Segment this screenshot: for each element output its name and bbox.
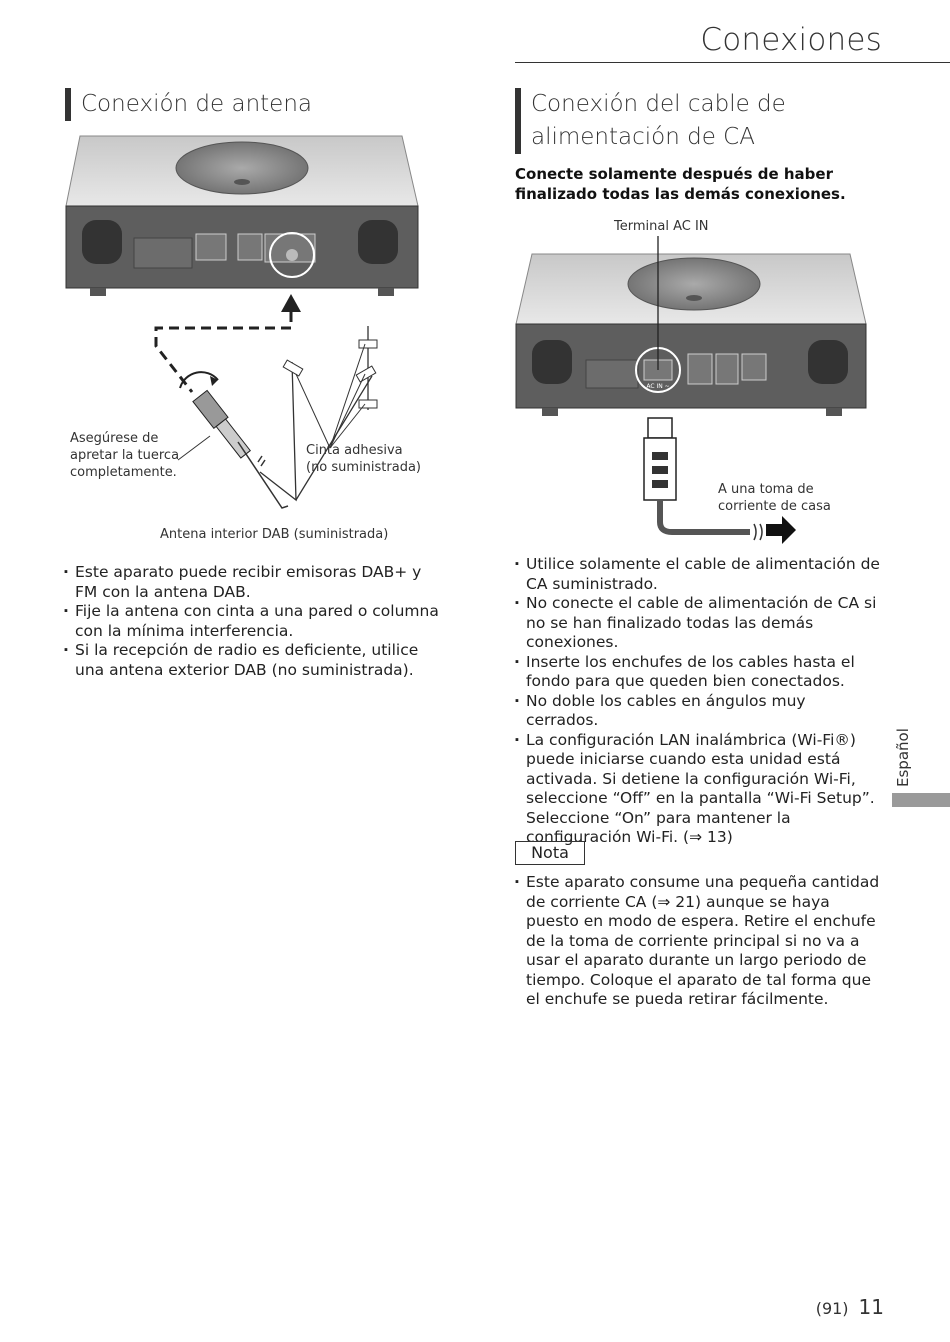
- label-outlet: A una toma de corriente de casa: [718, 482, 831, 514]
- label-nut: Asegúrese de apretar la tuerca completamente.: [70, 431, 180, 480]
- ac-bullet-list: [514, 555, 882, 848]
- page-ref: (91): [815, 1299, 849, 1318]
- section-title-antenna: Conexión de antena: [65, 88, 312, 121]
- header-rule: [515, 62, 950, 63]
- label-tape: Cinta adhesiva (no suministrada): [306, 443, 422, 475]
- list-item: · Si la recepción de radio es deficiente, utilice una antena exterior DAB (no suministrada).: [63, 641, 443, 680]
- list-item: · Inserte los enchufes de los cables hasta el fondo para que queden bien conectados.: [514, 653, 882, 692]
- language-side-label: Español: [894, 728, 912, 787]
- list-item: · No conecte el cable de alimentación de CA si no se han finalizado todas las demás conexiones.: [514, 594, 882, 653]
- page-header-title: Conexiones: [700, 22, 882, 58]
- label-antenna: Antena interior DAB (suministrada): [160, 527, 389, 542]
- list-item: · Utilice solamente el cable de alimentación de CA suministrado.: [514, 555, 882, 594]
- connection-note: Conecte solamente después de haber finalizado todas las demás conexiones.: [515, 165, 846, 203]
- list-item: · No doble los cables en ángulos muy cerrados.: [514, 692, 882, 731]
- list-item: · Fije la antena con cinta a una pared o columna con la mínima interferencia.: [63, 602, 443, 641]
- nota-bullet-list: [514, 873, 884, 1010]
- page-number: 11: [858, 1295, 884, 1319]
- list-item: · Este aparato puede recibir emisoras DAB+ y FM con la antena DAB.: [63, 563, 443, 602]
- nota-heading: Nota: [515, 841, 585, 865]
- list-item: · Este aparato consume una pequeña cantidad de corriente CA (⇒ 21) aunque se haya puesto en modo de espera. Retire el enchufe de la toma de corriente principal si no va a usar el aparato durante un largo periodo de tiempo. Coloque el aparato de tal forma que el enchufe se pueda retirar fácilmente.: [514, 873, 884, 1010]
- antenna-connection-illustration: [60, 130, 430, 550]
- antenna-bullet-list: [63, 563, 443, 680]
- section-title-ac-cable: Conexión del cable de alimentación de CA: [515, 88, 831, 154]
- language-side-tab: [892, 793, 950, 807]
- list-item: · La configuración LAN inalámbrica (Wi-Fi®) puede iniciarse cuando esta unidad está activada. Si detiene la configuración Wi-Fi, seleccione “Off” en la pantalla “Wi-Fi Setup”. Seleccione “On” para mantener la configuración Wi-Fi. (⇒ 13): [514, 731, 882, 848]
- page-footer: [816, 1295, 884, 1319]
- label-terminal: Terminal AC IN: [614, 219, 709, 234]
- panel-ac-in-text: AC IN ~: [646, 383, 670, 390]
